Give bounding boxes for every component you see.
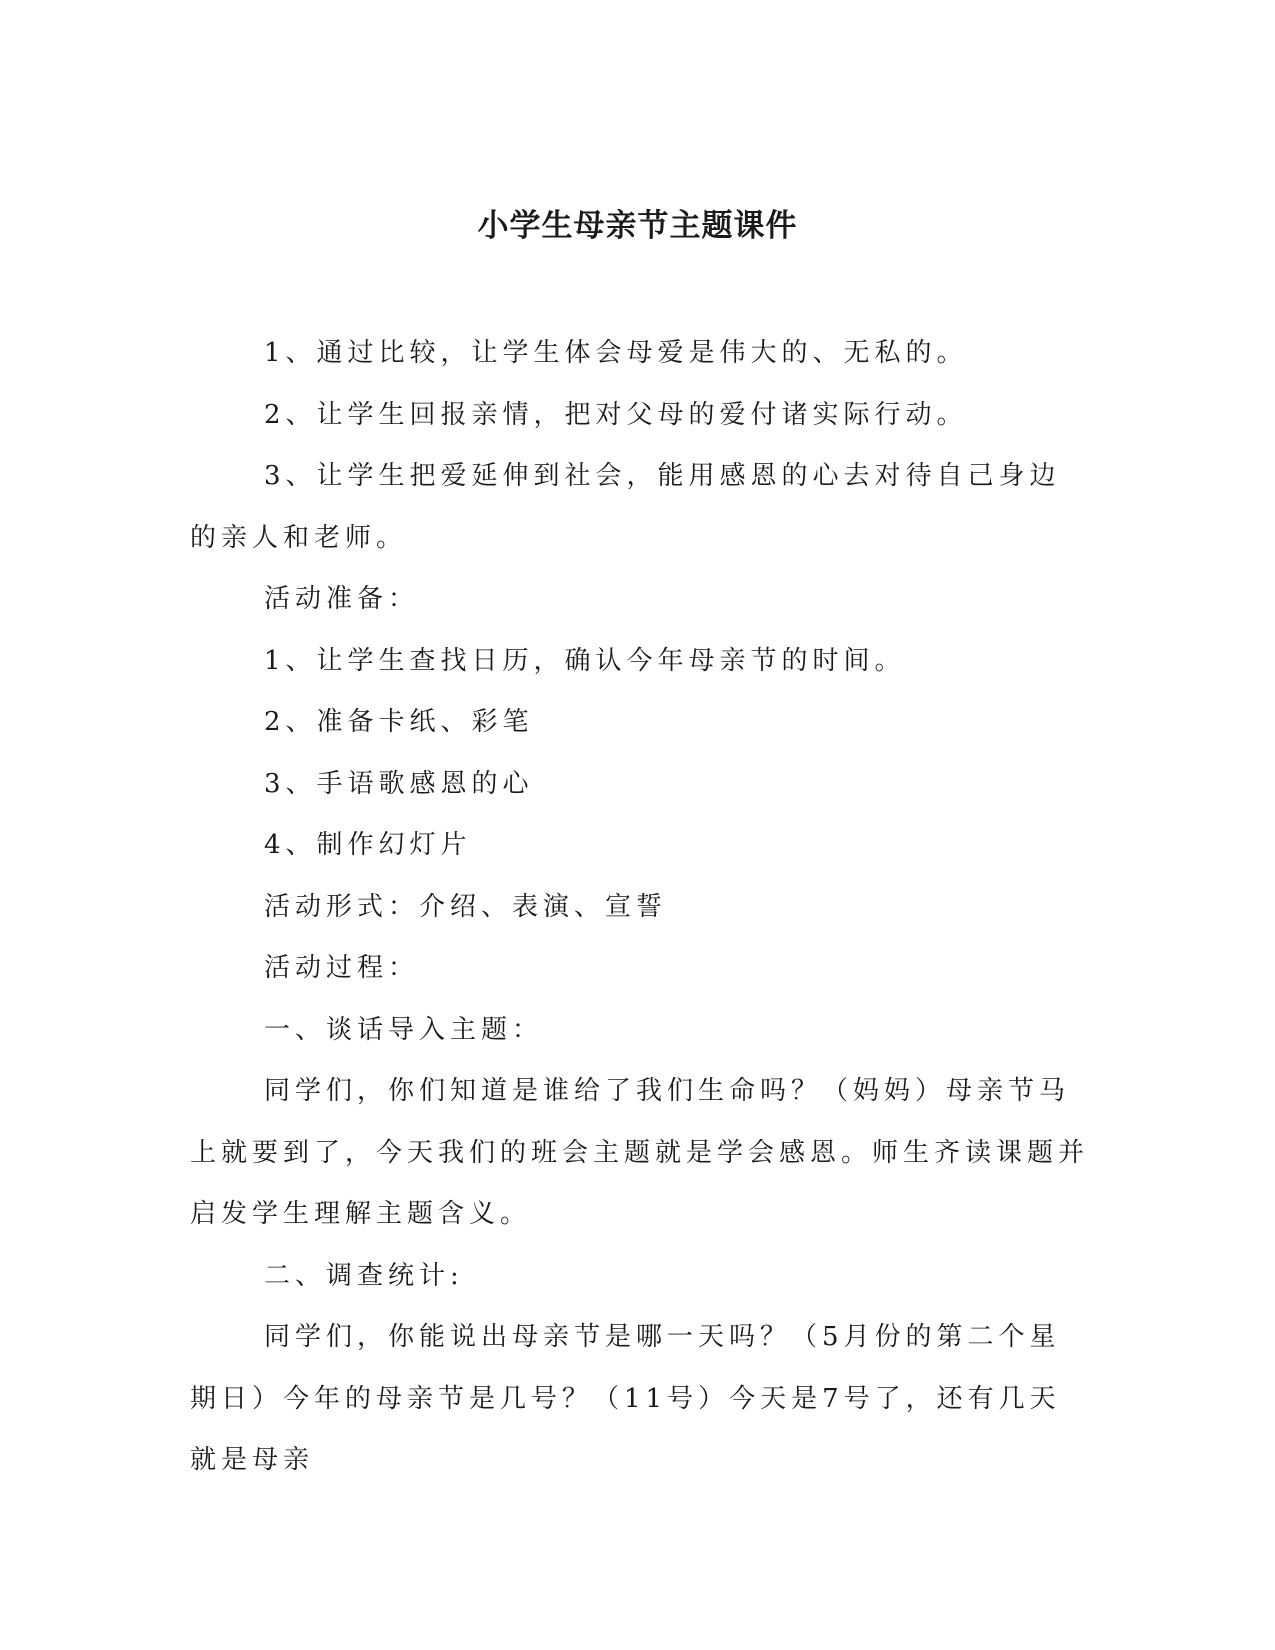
paragraph-goal-2: 2、让学生回报亲情，把对父母的爱付诸实际行动。: [264, 399, 968, 430]
paragraph-goal-1: 1、通过比较，让学生体会母爱是伟大的、无私的。: [264, 338, 968, 368]
heading-activity-preparation: 活动准备：: [264, 584, 420, 614]
paragraph-prep-1: 1、让学生查找日历，确认今年母亲节的时间。: [264, 645, 906, 676]
document-title: 小学生母亲节主题课件: [477, 208, 798, 244]
paragraph-section-1-text: 同学们，你们知道是谁给了我们生命吗？（妈妈）母亲节马上就要到了，今天我们的班会主题就是学会感恩。师生齐读课题并启发学生理解主题含义。: [190, 1076, 1090, 1229]
paragraph-prep-2: 2、准备卡纸、彩笔: [264, 707, 534, 737]
paragraph-goal-3: 3、让学生把爱延伸到社会，能用感恩的心去对待自己身边的亲人和老师。: [190, 461, 1061, 553]
heading-section-1: 一、谈话导入主题：: [264, 1014, 544, 1045]
heading-activity-process: 活动过程：: [264, 953, 420, 983]
paragraph-prep-4: 4、制作幻灯片: [264, 830, 472, 860]
document-body: [190, 323, 1090, 1492]
paragraph-prep-3: 3、手语歌感恩的心: [264, 768, 534, 799]
heading-section-2: 二、调查统计:: [264, 1260, 464, 1291]
paragraph-section-2-text: 同学们，你能说出母亲节是哪一天吗？（5月份的第二个星期日）今年的母亲节是几号？（11号）今天是7号了，还有几天就是母亲: [190, 1322, 1061, 1475]
paragraph-activity-form: 活动形式：介绍、表演、宣誓: [264, 891, 668, 922]
